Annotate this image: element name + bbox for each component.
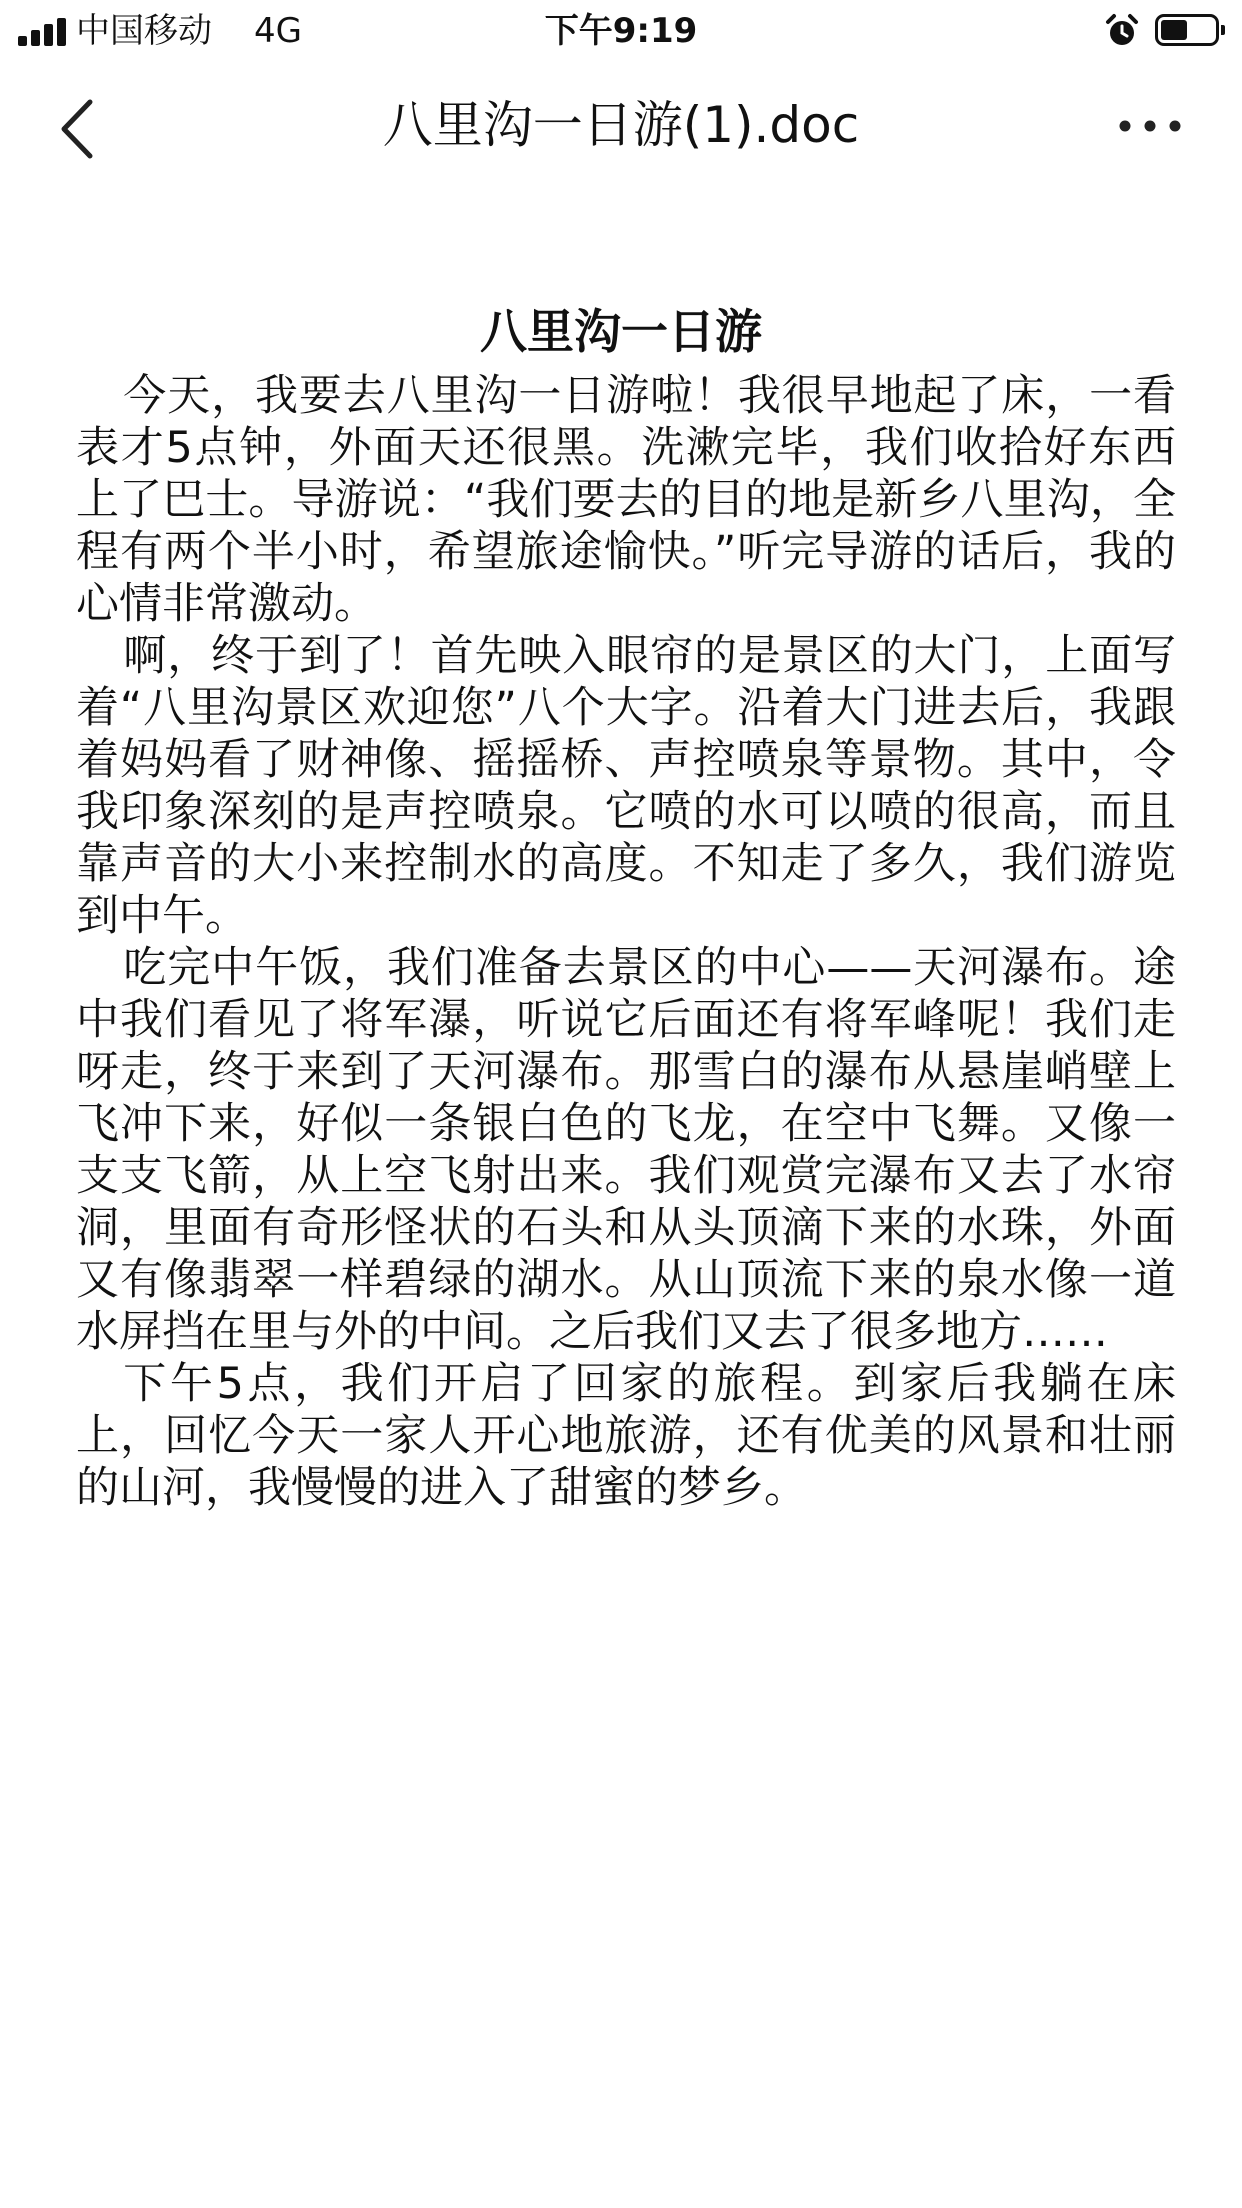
paragraph-1: 今天，我要去八里沟一日游啦！我很早地起了床，一看表才5点钟，外面天还很黑。洗漱完毕，我们收拾好东西上了巴士。导游说：“我们要去的目的地是新乡八里沟，全程有两个半小时，希望旅途愉快。”听完导游的话后，我的心情非常激动。 xyxy=(76,371,1176,629)
status-time: 下午9:19 xyxy=(544,11,698,51)
carrier-name: 中国移动 xyxy=(76,11,212,51)
paragraph-3: 吃完中午饭，我们准备去景区的中心——天河瀑布。途中我们看见了将军瀑，听说它后面还有将军峰呢！我们走呀走，终于来到了天河瀑布。那雪白的瀑布从悬崖峭壁上飞冲下来，好似一条银白色的飞龙，在空中飞舞。又像一支支飞箭，从上空飞射出来。我们观赏完瀑布又去了水帘洞，里面有奇形怪状的石头和从头顶滴下来的水珠，外面又有像翡翠一样碧绿的湖水。从山顶流下来的泉水像一道水屏挡在里与外的中间。之后我们又去了很多地方…… xyxy=(76,943,1176,1357)
document-title: 八里沟一日游(1).doc xyxy=(382,96,860,154)
back-icon[interactable] xyxy=(50,96,110,162)
nav-bar xyxy=(0,62,1242,192)
more-icon[interactable] xyxy=(1115,98,1185,154)
paragraph-2: 啊，终于到了！首先映入眼帘的是景区的大门，上面写着“八里沟景区欢迎您”八个大字。沿着大门进去后，我跟着妈妈看了财神像、摇摇桥、声控喷泉等景物。其中，令我印象深刻的是声控喷泉。它喷的水可以喷的很高，而且靠声音的大小来控制水的高度。不知走了多久，我们游览到中午。 xyxy=(76,631,1176,941)
document-view xyxy=(0,300,1242,1513)
status-bar xyxy=(0,0,1242,62)
battery-icon xyxy=(1155,14,1225,46)
alarm-icon xyxy=(1104,13,1140,49)
document-body xyxy=(76,370,1176,1514)
network-type: 4G xyxy=(254,11,302,51)
paragraph-4: 下午5点，我们开启了回家的旅程。到家后我躺在床上，回忆今天一家人开心地旅游，还有优美的风景和壮丽的山河，我慢慢的进入了甜蜜的梦乡。 xyxy=(76,1359,1176,1513)
document-heading: 八里沟一日游 xyxy=(480,305,762,360)
